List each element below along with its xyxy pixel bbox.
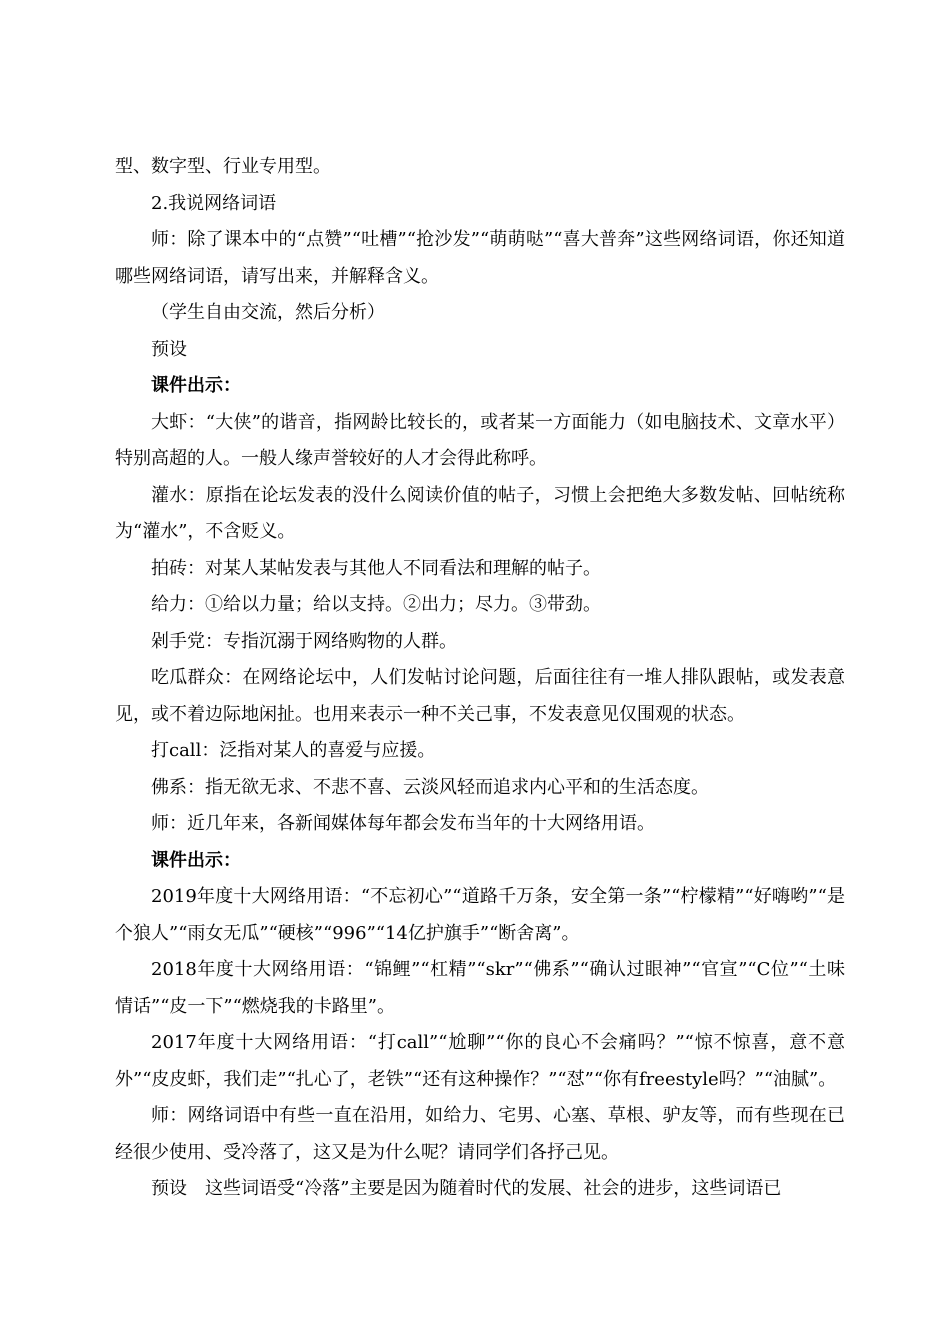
paragraph-2: 2.我说网络词语: [151, 192, 277, 214]
paragraph-3: 师：除了课本中的“点赞”“吐槽”“抢沙发”“萌萌哒”“喜大普奔”这些网络词语，你还知道哪些网络词语，请写出来，并解释含义。: [115, 229, 845, 287]
paragraph-8: 灌水：原指在论坛发表的没什么阅读价值的帖子，习惯上会把绝大多数发帖、回帖统称为“灌水”，不含贬义。: [115, 484, 845, 542]
paragraph-17: 2019年度十大网络用语：“不忘初心”“道路千万条，安全第一条”“柠檬精”“好嗨哟”“是个狼人”“雨女无瓜”“硬核”“996”“14亿护旗手”“断舍离”。: [115, 886, 845, 944]
paragraph-10: 给力：①给以力量；给以支持。②出力；尽力。③带劲。: [151, 594, 601, 615]
paragraph-21: 预设 这些词语受“冷落”主要是因为随着时代的发展、社会的进步，这些词语已: [151, 1178, 782, 1199]
paragraph-9: 拍砖：对某人某帖发表与其他人不同看法和理解的帖子。: [151, 557, 601, 579]
paragraph-14: 佛系：指无欲无求、不悲不喜、云淡风轻而追求内心平和的生活态度。: [151, 776, 709, 798]
paragraph-11: 剁手党：专指沉溺于网络购物的人群。: [151, 630, 457, 652]
paragraph-19: 2017年度十大网络用语：“打call”“尬聊”“你的良心不会痛吗？”“惊不惊喜，意不意外”“皮皮虾，我们走”“扎心了，老铁”“还有这种操作？”“怼”“你有freestyle吗？”“油腻”。: [115, 1032, 845, 1090]
paragraph-5: 预设: [151, 338, 187, 360]
paragraph-18: 2018年度十大网络用语：“锦鲤”“杠精”“skr”“佛系”“确认过眼神”“官宣”“C位”“土味情话”“皮一下”“燃烧我的卡路里”。: [115, 959, 845, 1017]
paragraph-12: 吃瓜群众：在网络论坛中，人们发帖讨论问题，后面往往有一堆人排队跟帖，或发表意见，或不着边际地闲扯。也用来表示一种不关己事，不发表意见仅围观的状态。: [115, 667, 845, 725]
paragraph-4: （学生自由交流，然后分析）: [151, 302, 385, 323]
paragraph-20: 师：网络词语中有些一直在沿用，如给力、宅男、心塞、草根、驴友等，而有些现在已经很少使用、受冷落了，这又是为什么呢？请同学们各抒己见。: [115, 1105, 845, 1163]
paragraph-1: 型、数字型、行业专用型。: [115, 156, 331, 177]
courseware-heading-1: 课件出示：: [151, 375, 241, 396]
document-page: [115, 149, 845, 1208]
courseware-heading-2: 课件出示：: [151, 849, 241, 871]
paragraph-7: 大虾：“大侠”的谐音，指网龄比较长的，或者某一方面能力（如电脑技术、文章水平）特别高超的人。一般人缘声誉较好的人才会得此称呼。: [115, 411, 845, 469]
paragraph-13: 打call：泛指对某人的喜爱与应援。: [151, 740, 436, 761]
paragraph-15: 师：近几年来，各新闻媒体每年都会发布当年的十大网络用语。: [151, 813, 655, 834]
